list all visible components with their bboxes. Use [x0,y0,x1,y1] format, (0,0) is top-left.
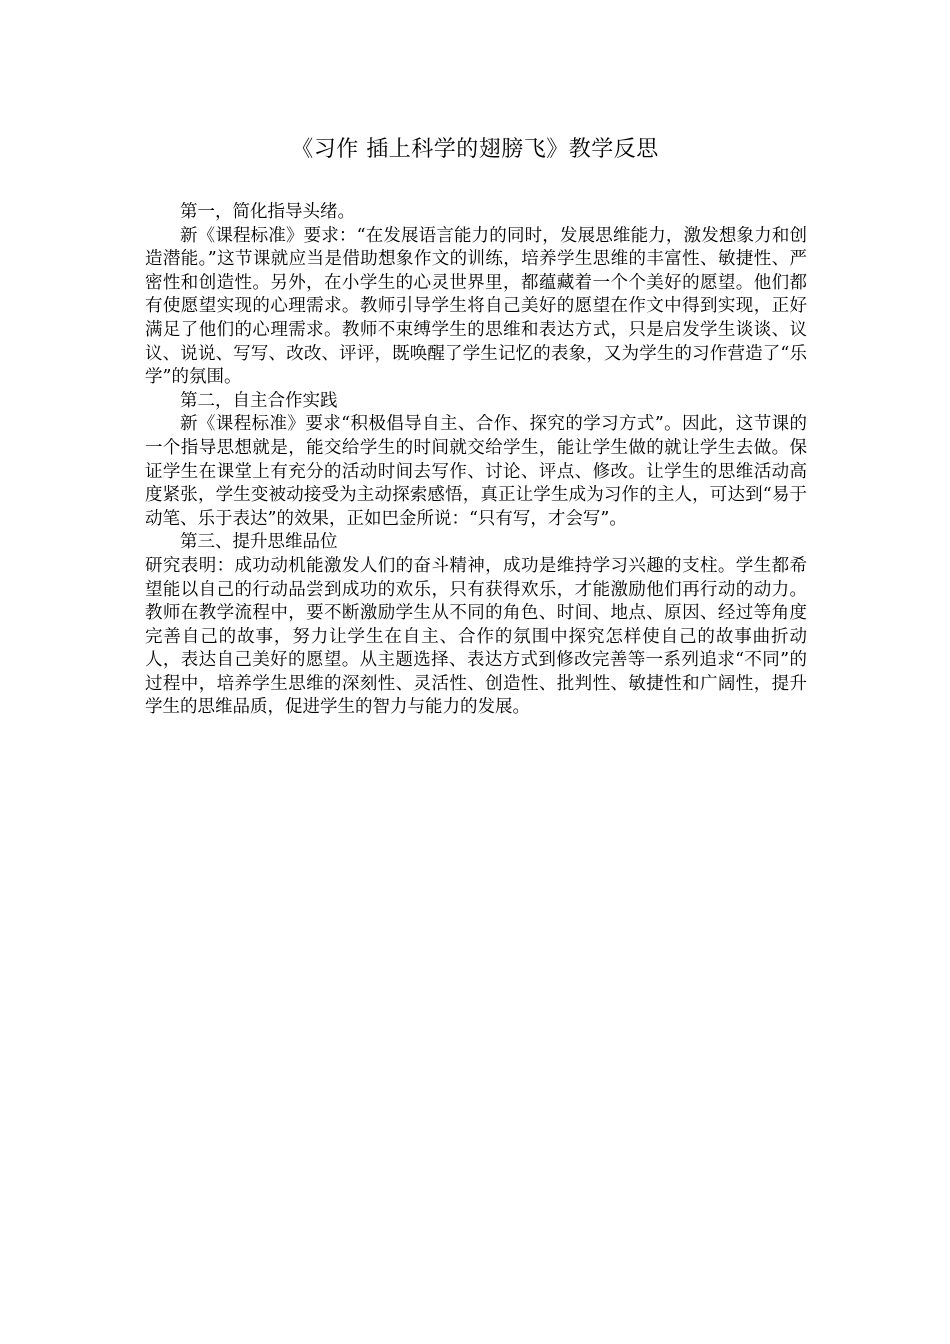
document-body [145,201,807,720]
paragraph-3: 研究表明：成功动机能激发人们的奋斗精神，成功是维持学习兴趣的支柱。学生都希望能以自己的行动品尝到成功的欢乐，只有获得欢乐，才能激励他们再行动的动力。教师在教学流程中，要不断激励学生从不同的角色、时间、地点、原因、经过等角度完善自己的故事，努力让学生在自主、合作的氛围中探究怎样使自己的故事曲折动人，表达自己美好的愿望。从主题选择、表达方式到修改完善等一系列追求“不同”的过程中，培养学生思维的深刻性、灵活性、创造性、批判性、敏捷性和广阔性，提升学生的思维品质，促进学生的智力与能力的发展。 [145,555,807,718]
document-title: 《习作 插上科学的翅膀飞》教学反思 [291,137,659,162]
paragraph-2: 新《课程标准》要求“积极倡导自主、合作、探究的学习方式”。因此，这节课的一个指导思想就是，能交给学生的时间就交给学生，能让学生做的就让学生去做。保证学生在课堂上有充分的活动时间去写作、讨论、评点、修改。让学生的思维活动高度紧张，学生变被动接受为主动探索感悟，真正让学生成为习作的主人，可达到“易于动笔、乐于表达”的效果，正如巴金所说：“只有写，才会写”。 [145,414,807,529]
paragraph-1: 新《课程标准》要求：“在发展语言能力的同时，发展思维能力，激发想象力和创造潜能。”这节课就应当是借助想象作文的训练，培养学生思维的丰富性、敏捷性、严密性和创造性。另外，在小学生的心灵世界里，都蕴藏着一个个美好的愿望。他们都有使愿望实现的心理需求。教师引导学生将自己美好的愿望在作文中得到实现，正好满足了他们的心理需求。教师不束缚学生的思维和表达方式，只是启发学生谈谈、议议、说说、写写、改改、评评，既唤醒了学生记忆的表象，又为学生的习作营造了“乐学”的氛围。 [145,225,807,388]
paragraph-heading-2: 第二，自主合作实践 [180,390,338,411]
paragraph-heading-1: 第一，简化指导头绪。 [180,202,355,222]
paragraph-heading-3: 第三、提升思维品位 [180,532,338,553]
